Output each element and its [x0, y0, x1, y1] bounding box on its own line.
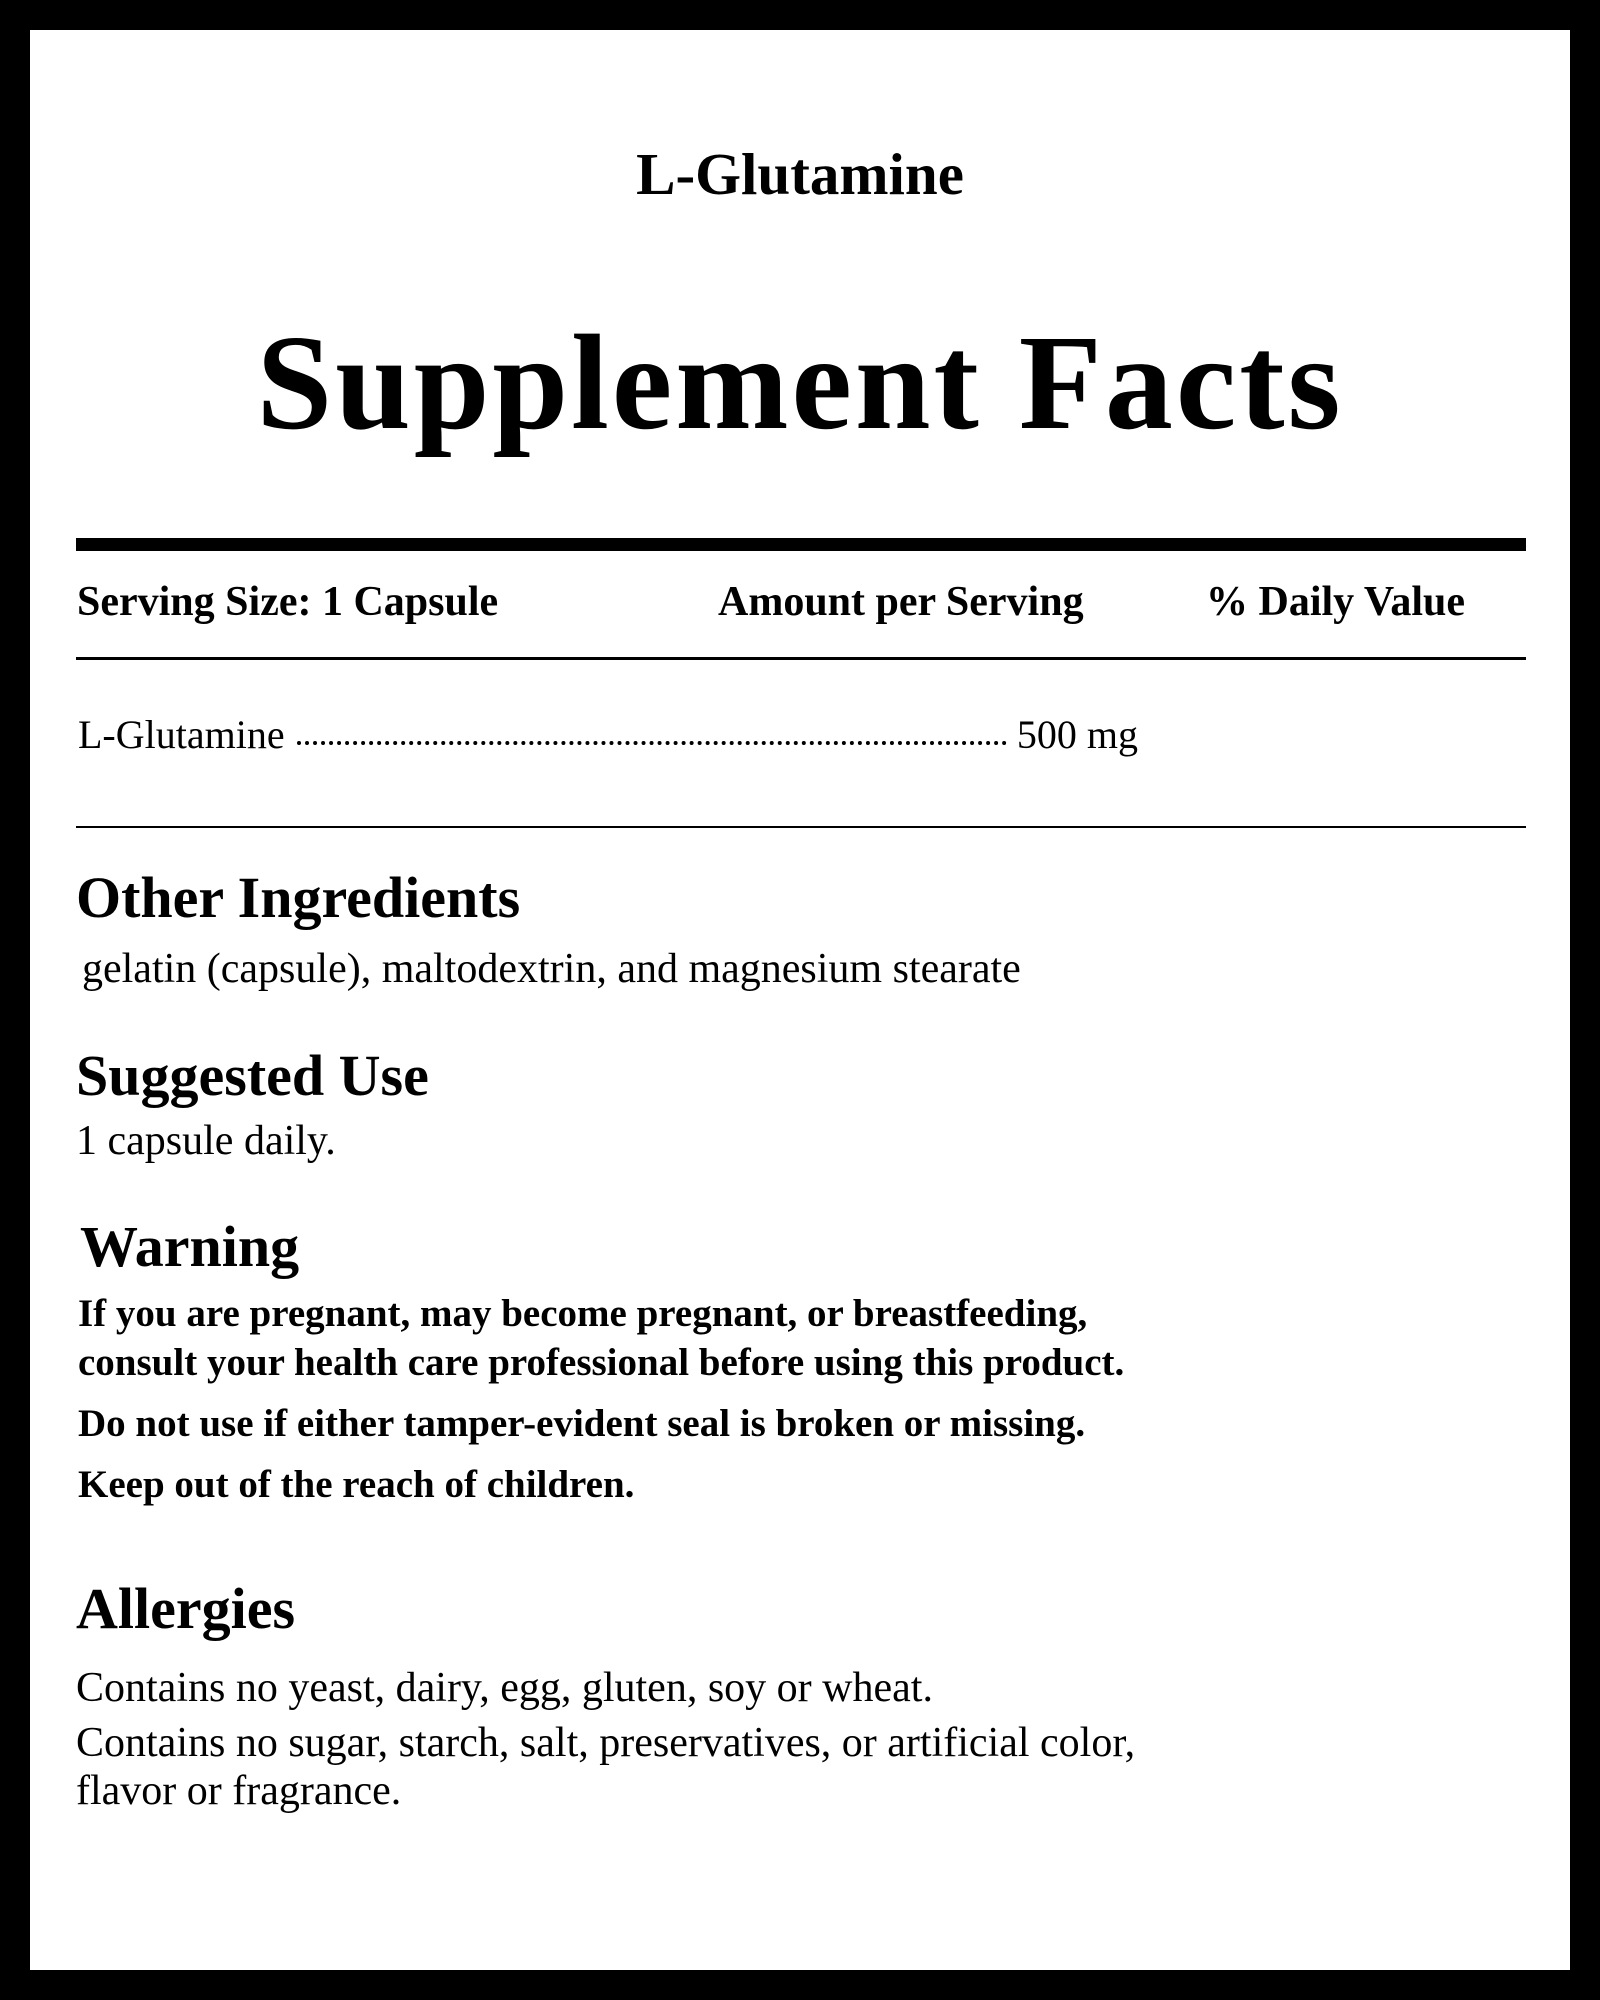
- daily-value-header: % Daily Value: [1206, 579, 1466, 625]
- ingredients-divider: [76, 826, 1526, 828]
- header-divider: [76, 657, 1526, 660]
- supplement-facts-title: Supplement Facts: [256, 308, 1344, 458]
- warning-line: consult your health care professional before using this product.: [78, 1341, 1125, 1384]
- allergies-line: Contains no yeast, dairy, egg, gluten, soy or wheat.: [76, 1665, 933, 1711]
- allergies-line: Contains no sugar, starch, salt, preservatives, or artificial color,: [76, 1720, 1136, 1766]
- warning-heading: Warning: [80, 1214, 300, 1279]
- allergies-line: flavor or fragrance.: [76, 1768, 402, 1814]
- allergies-heading: Allergies: [76, 1576, 296, 1641]
- suggested-use-heading: Suggested Use: [76, 1043, 429, 1108]
- warning-line: Do not use if either tamper-evident seal is broken or missing.: [78, 1402, 1086, 1445]
- other-ingredients-text: gelatin (capsule), maltodextrin, and magnesium stearate: [82, 946, 1021, 992]
- other-ingredients-heading: Other Ingredients: [76, 865, 521, 930]
- warning-line: Keep out of the reach of children.: [78, 1463, 635, 1506]
- amount-per-serving-header: Amount per Serving: [718, 579, 1084, 625]
- warning-line: If you are pregnant, may become pregnant, or breastfeeding,: [78, 1292, 1088, 1335]
- product-name: L-Glutamine: [636, 141, 964, 207]
- ingredient-row: [78, 708, 1138, 762]
- ingredient-amount: 500 mg: [1016, 712, 1138, 757]
- dot-leader: [297, 741, 1007, 745]
- serving-size-header: Serving Size: 1 Capsule: [77, 579, 499, 625]
- ingredient-name: L-Glutamine: [78, 712, 285, 757]
- suggested-use-text: 1 capsule daily.: [76, 1118, 336, 1164]
- thick-divider: [76, 538, 1526, 551]
